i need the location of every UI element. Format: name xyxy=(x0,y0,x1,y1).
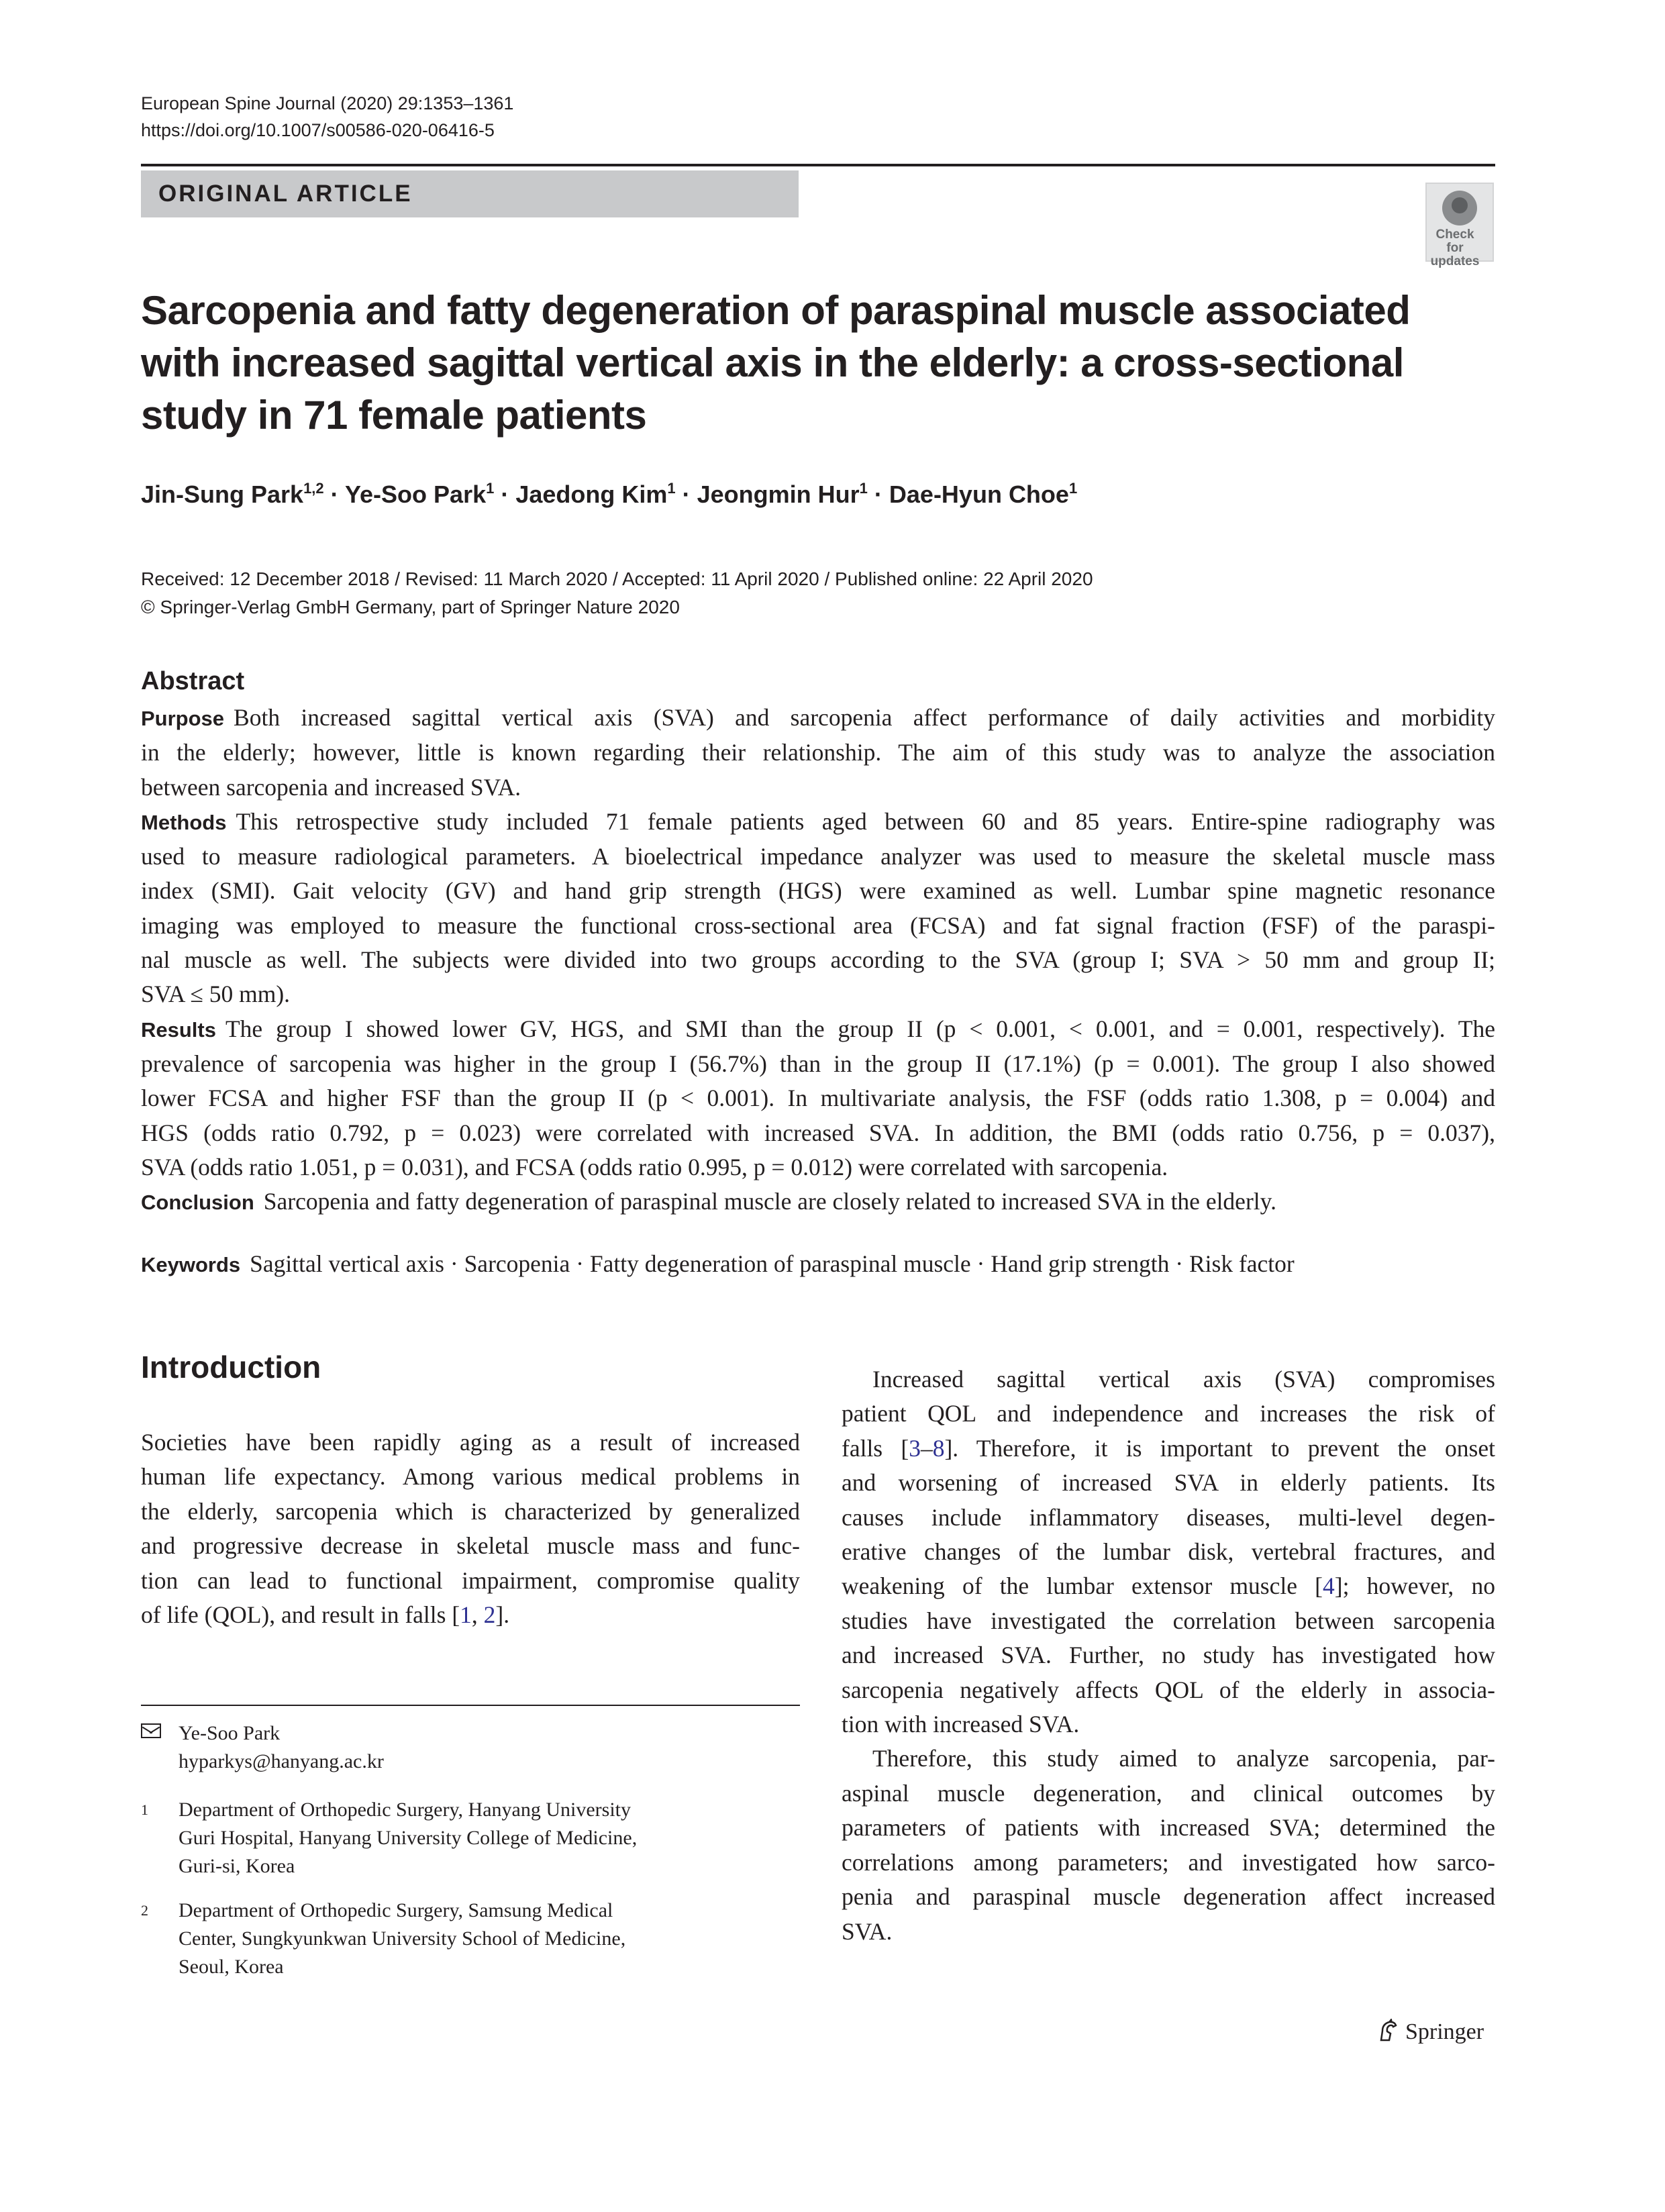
affiliation-line: Guri Hospital, Hanyang University College of Medicine, xyxy=(179,1827,638,1849)
date-history: Received: 12 December 2018 / Revised: 11 March 2020 / Accepted: 11 April 2020 / Published online: 22 April 2020 xyxy=(141,568,1093,589)
check-for-updates-badge[interactable] xyxy=(1425,183,1494,268)
intro-left-paragraph xyxy=(141,1425,800,1632)
text-line: and worsening of increased SVA in elderly patients. Its xyxy=(842,1469,1495,1497)
text-line xyxy=(141,1598,800,1632)
journal-header xyxy=(141,90,513,144)
abstract-line xyxy=(141,1185,1495,1219)
check-for-updates-icon xyxy=(1442,191,1477,225)
author-affiliation: 1 xyxy=(859,480,868,497)
abstract-line: SVA ≤ 50 mm). xyxy=(141,981,291,1008)
abstract-heading: Abstract xyxy=(141,667,245,695)
keywords-text: Sagittal vertical axis · Sarcopenia · Fatty degeneration of paraspinal muscle · Hand grip strength · Risk factor xyxy=(250,1250,1295,1277)
corresponding-author-body xyxy=(179,1719,384,1776)
affiliation-line: Seoul, Korea xyxy=(179,1956,284,1978)
corresponding-author-name: Ye-Soo Park xyxy=(179,1722,281,1744)
author-list xyxy=(141,481,1077,509)
text-line: Therefore, this study aimed to analyze sarcopenia, par- xyxy=(872,1745,1495,1772)
affiliation-body xyxy=(179,1897,625,1981)
author-separator: · xyxy=(323,481,345,508)
abstract-line: index (SMI). Gait velocity (GV) and hand grip strength (HGS) were examined as well. Lumbar spine magnetic resonance xyxy=(141,877,1495,905)
abstract-line: in the elderly; however, little is known regarding their relationship. The aim of this study was to analyze the association xyxy=(141,739,1495,766)
text-line xyxy=(842,1569,1495,1603)
author-name[interactable]: Jaedong Kim xyxy=(515,481,668,508)
corresponding-author-email[interactable]: hyparkys@hanyang.ac.kr xyxy=(179,1750,384,1772)
text-line: correlations among parameters; and investigated how sarco- xyxy=(842,1848,1495,1876)
citation-link[interactable]: 4 xyxy=(1323,1572,1335,1600)
introduction-heading: Introduction xyxy=(141,1350,321,1385)
abstract-line: nal muscle as well. The subjects were divided into two groups according to the SVA (group I; SVA > 50 mm and group II; xyxy=(141,946,1495,974)
text-line: Societies have been rapidly aging as a result of increased xyxy=(141,1429,800,1456)
text-line xyxy=(842,1431,1495,1466)
affiliation-mark: 1 xyxy=(141,1801,148,1818)
title-line: Sarcopenia and fatty degeneration of paraspinal muscle associated xyxy=(141,288,1411,333)
affiliation-body xyxy=(179,1796,637,1880)
citation-link[interactable]: 2 xyxy=(483,1601,496,1629)
text-fragment: of life (QOL), and result in falls [ xyxy=(141,1601,460,1629)
author-affiliation: 1 xyxy=(1068,480,1078,497)
article-type-bar xyxy=(141,170,799,217)
author-separator: · xyxy=(867,481,889,508)
author-affiliation: 1,2 xyxy=(303,480,324,497)
intro-right-column xyxy=(842,1362,1495,1949)
abstract-line: used to measure radiological parameters. A bioelectrical impedance analyzer was used to measure the skeletal muscle mass xyxy=(141,843,1495,870)
affiliation-line: Center, Sungkyunkwan University School of Medicine, xyxy=(179,1927,626,1950)
title-line: with increased sagittal vertical axis in the elderly: a cross-sectional xyxy=(141,340,1404,385)
abstract-line xyxy=(141,1012,1495,1047)
doi-link[interactable]: https://doi.org/10.1007/s00586-020-06416-5 xyxy=(141,120,495,140)
affiliation-line: Guri-si, Korea xyxy=(179,1855,295,1877)
results-text: The group I showed lower GV, HGS, and SMI than the group II (p < 0.001, < 0.001, and = 0.001, respectively). The xyxy=(225,1015,1495,1042)
text-fragment: ]. xyxy=(495,1601,510,1629)
title-line: study in 71 female patients xyxy=(141,393,647,438)
citation-link[interactable]: 8 xyxy=(932,1434,945,1462)
text-line: parameters of patients with increased SVA; determined the xyxy=(842,1814,1495,1842)
envelope-icon xyxy=(141,1723,161,1738)
methods-text: This retrospective study included 71 female patients aged between 60 and 85 years. Entire-spine radiography was xyxy=(236,807,1495,835)
abstract-line: between sarcopenia and increased SVA. xyxy=(141,773,521,801)
abstract-line xyxy=(141,805,1495,840)
abstract-line xyxy=(141,701,1495,736)
header-rule xyxy=(141,164,1495,166)
conclusion-label: Conclusion xyxy=(141,1191,254,1215)
text-fragment: ]; however, no xyxy=(1334,1572,1495,1600)
text-line: tion can lead to functional impairment, compromise quality xyxy=(141,1566,800,1594)
author-separator: · xyxy=(494,481,516,508)
text-line: patient QOL and independence and increases the risk of xyxy=(842,1400,1495,1427)
text-line: and progressive decrease in skeletal muscle mass and func- xyxy=(141,1532,800,1560)
purpose-label: Purpose xyxy=(141,707,225,730)
text-line: human life expectancy. Among various medical problems in xyxy=(141,1463,800,1491)
check-for-updates-line2: updates xyxy=(1430,254,1480,268)
abstract-line: HGS (odds ratio 0.792, p = 0.023) were correlated with increased SVA. In addition, the BMI (odds ratio 0.756, p = 0.037), xyxy=(141,1119,1495,1146)
text-fragment: weakening of the lumbar extensor muscle [ xyxy=(842,1572,1323,1600)
text-fragment: ]. Therefore, it is important to prevent the onset xyxy=(944,1434,1495,1462)
author-affiliation: 1 xyxy=(486,480,495,497)
author-name[interactable]: Dae-Hyun Choe xyxy=(889,481,1069,508)
author-name[interactable]: Ye-Soo Park xyxy=(345,481,487,508)
text-line: causes include inflammatory diseases, multi-level degen- xyxy=(842,1503,1495,1531)
text-line: the elderly, sarcopenia which is characterized by generalized xyxy=(141,1497,800,1525)
abstract-line: prevalence of sarcopenia was higher in the group I (56.7%) than in the group II (17.1%) (p = 0.001). The group I also showed xyxy=(141,1050,1495,1077)
affiliation-line: Department of Orthopedic Surgery, Hanyang University xyxy=(179,1799,631,1821)
methods-label: Methods xyxy=(141,810,227,834)
text-fragment: , xyxy=(471,1601,484,1629)
copyright-line: © Springer-Verlag GmbH Germany, part of Springer Nature 2020 xyxy=(141,597,680,617)
text-line: penia and paraspinal muscle degeneration affect increased xyxy=(842,1883,1495,1911)
abstract-line: imaging was employed to measure the functional cross-sectional area (FCSA) and fat signal fraction (FSF) of the paraspi- xyxy=(141,911,1495,939)
purpose-text: Both increased sagittal vertical axis (SVA) and sarcopenia affect performance of daily activities and morbidity xyxy=(234,704,1495,731)
paper-title xyxy=(141,285,1411,442)
springer-horse-icon xyxy=(1376,2019,1400,2049)
publication-dates xyxy=(141,565,1093,621)
publisher-footer xyxy=(1376,2019,1484,2049)
author-separator: · xyxy=(675,481,697,508)
abstract-line: SVA (odds ratio 1.051, p = 0.031), and FCSA (odds ratio 0.995, p = 0.012) were correlated with sarcopenia. xyxy=(141,1153,1168,1180)
footnote-rule xyxy=(141,1705,800,1706)
author-name[interactable]: Jin-Sung Park xyxy=(141,481,304,508)
text-line: tion with increased SVA. xyxy=(842,1711,1080,1738)
keywords xyxy=(141,1250,1295,1278)
abstract-line: lower FCSA and higher FSF than the group II (p < 0.001). In multivariate analysis, the FSF (odds ratio 1.308, p = 0.004) and xyxy=(141,1085,1495,1112)
text-line: Increased sagittal vertical axis (SVA) compromises xyxy=(872,1366,1495,1393)
journal-citation: European Spine Journal (2020) 29:1353–1361 xyxy=(141,93,514,113)
conclusion-text: Sarcopenia and fatty degeneration of paraspinal muscle are closely related to increased SVA in the elderly. xyxy=(263,1188,1276,1215)
results-label: Results xyxy=(141,1017,216,1042)
abstract-body xyxy=(141,701,1495,1219)
text-line: erative changes of the lumbar disk, vertebral fractures, and xyxy=(842,1538,1495,1566)
affiliation-mark: 2 xyxy=(141,1902,148,1919)
affiliation-line: Department of Orthopedic Surgery, Samsung Medical xyxy=(179,1899,613,1921)
article-type-label: ORIGINAL ARTICLE xyxy=(158,181,413,207)
text-line: sarcopenia negatively affects QOL of the elderly in associa- xyxy=(842,1676,1495,1703)
author-affiliation: 1 xyxy=(667,480,676,497)
citation-link[interactable]: 1 xyxy=(460,1601,472,1629)
publisher-name: Springer xyxy=(1405,2019,1484,2044)
text-fragment: falls [ xyxy=(842,1434,909,1462)
keywords-label: Keywords xyxy=(141,1253,241,1276)
text-line: and increased SVA. Further, no study has investigated how xyxy=(842,1642,1495,1669)
check-for-updates-line1: Check for xyxy=(1435,228,1474,255)
text-line: aspinal muscle degeneration, and clinical outcomes by xyxy=(842,1779,1495,1807)
text-fragment: – xyxy=(920,1434,933,1462)
text-line: SVA. xyxy=(842,1917,893,1945)
citation-link[interactable]: 3 xyxy=(909,1434,921,1462)
text-line: studies have investigated the correlation between sarcopenia xyxy=(842,1607,1495,1634)
author-name[interactable]: Jeongmin Hur xyxy=(697,481,860,508)
